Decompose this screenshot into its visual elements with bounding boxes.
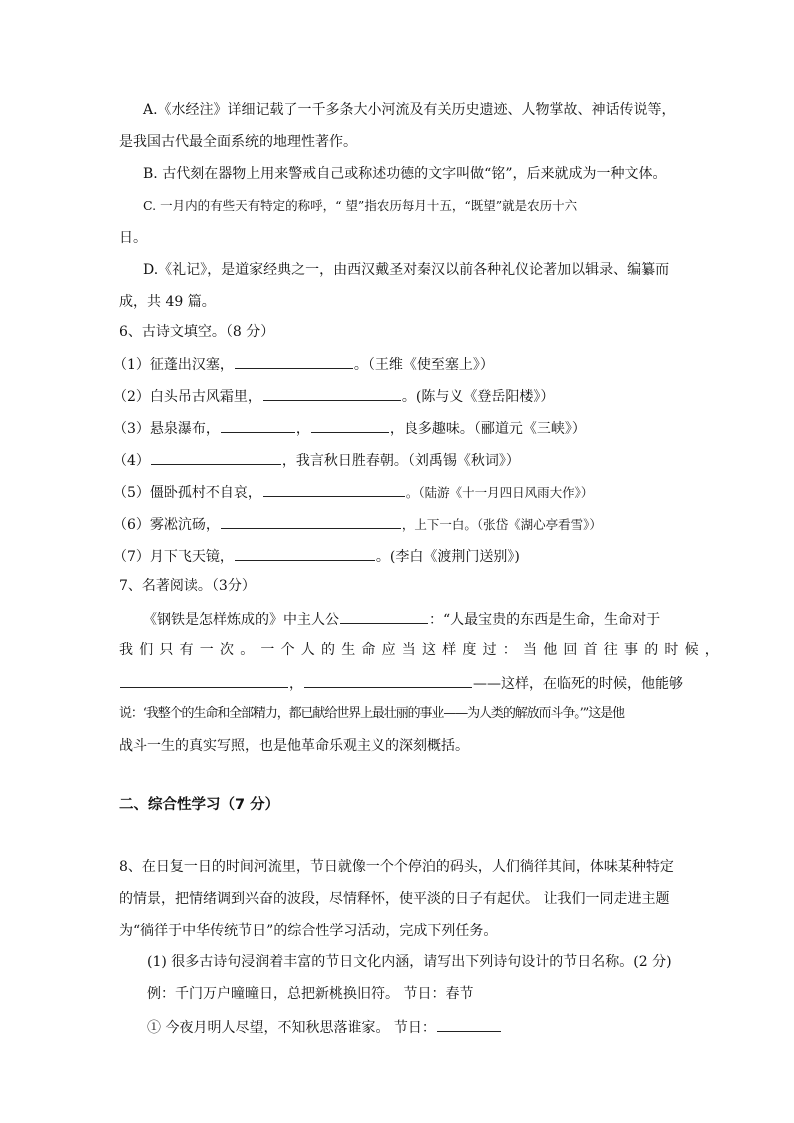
q6-item-2: （2）白头吊古风霜里， 。(陈与义《登岳阳楼》） bbox=[113, 385, 554, 407]
q8-line3: 为“徜徉于中华传统节日”的综合性学习活动，完成下列任务。 bbox=[119, 923, 498, 939]
answer-blank[interactable] bbox=[311, 417, 389, 433]
q6-item-3: （3）悬泉瀑布， ， ，良多趣味。（郦道元《三峡》） bbox=[113, 417, 586, 439]
q7-line3: ， ——这样，在临死的时候，他能够 bbox=[119, 672, 683, 694]
answer-blank[interactable] bbox=[120, 672, 288, 688]
option-a-line1: A.《水经注》详细记载了一千多条大小河流及有关历史遗迹、人物掌故、神话传说等， bbox=[143, 102, 676, 118]
answer-blank[interactable] bbox=[340, 608, 428, 624]
option-b-line1: B. 古代刻在器物上用来警戒自己或称述功德的文字叫做“铭”，后来就成为一种文体。 bbox=[143, 166, 667, 182]
answer-blank[interactable] bbox=[151, 449, 281, 465]
option-a-line2: 是我国古代最全面系统的地理性著作。 bbox=[119, 134, 357, 150]
answer-blank[interactable] bbox=[263, 481, 405, 497]
answer-blank[interactable] bbox=[304, 672, 472, 688]
q8-sub1: (1) 很多古诗句浸润着丰富的节日文化内涵，请写出下列诗句设计的节日名称。(2 分) bbox=[147, 954, 672, 970]
q6-title: 6、古诗文填空。（8 分） bbox=[119, 324, 275, 340]
option-c-line2: 日。 bbox=[119, 230, 147, 246]
answer-blank[interactable] bbox=[221, 417, 295, 433]
q8-example: 例：千门万户曈曈日，总把新桃换旧符。 节日：春节 bbox=[147, 986, 474, 1002]
answer-blank[interactable] bbox=[263, 385, 401, 401]
option-d-line1: D.《礼记》，是道家经典之一，由西汉戴圣对秦汉以前各种礼仪论著加以辑录、编纂而 bbox=[143, 262, 670, 278]
answer-blank[interactable] bbox=[437, 1016, 501, 1032]
option-c-line1: C. 一月内的有些天有特定的称呼，“ 望”指农历每月十五，“既望”就是农历十六 bbox=[143, 198, 578, 213]
q6-item-5: （5）僵卧孤村不自哀， 。（陆游《十一月四日风雨大作》） bbox=[113, 481, 593, 503]
q8-line1: 8、在日复一日的时间河流里，节日就像一个个停泊的码头，人们徜徉其间，体味某种特定 bbox=[119, 859, 674, 875]
q6-item-6: （6）雾凇沆砀， ，上下一白。（张岱《湖心亭看雪》） bbox=[113, 513, 602, 535]
q8-item-1: ① 今夜月明人尽望，不知秋思落谁家。 节日： bbox=[147, 1016, 502, 1038]
q6-item-4: （4） ，我言秋日胜春朝。（刘禹锡《秋词》） bbox=[113, 449, 520, 471]
section-2-title: 二、综合性学习（7 分） bbox=[119, 797, 280, 813]
answer-blank[interactable] bbox=[235, 353, 353, 369]
answer-blank[interactable] bbox=[235, 545, 375, 561]
q7-title: 7、名著阅读。（3分） bbox=[119, 578, 256, 594]
q8-line2: 的情景，把情绪调到兴奋的波段，尽情释怀，使平淡的日子有起伏。 让我们一同走进主题 bbox=[119, 891, 670, 907]
option-d-line2: 成，共 49 篇。 bbox=[119, 294, 216, 310]
q6-item-7: （7）月下飞天镜， 。(李白《渡荆门送别》) bbox=[113, 545, 520, 567]
q7-line1: 《钢铁是怎样炼成的》中主人公 ：“人最宝贵的东西是生命，生命对于 bbox=[143, 608, 660, 630]
q7-line2: 我们只有一次。一个人的生命应当这样度过：当他回首往事的时候， bbox=[119, 642, 725, 658]
answer-blank[interactable] bbox=[221, 513, 401, 529]
q6-item-1: （1）征蓬出汉塞， 。（王维《使至塞上》） bbox=[113, 353, 494, 375]
q7-line4: 说：‘我整个的生命和全部精力，都已献给世界上最壮丽的事业——为人类的解放而斗争。’”这是他 bbox=[119, 706, 624, 721]
q7-line5: 战斗一生的真实写照，也是他革命乐观主义的深刻概括。 bbox=[119, 738, 469, 754]
